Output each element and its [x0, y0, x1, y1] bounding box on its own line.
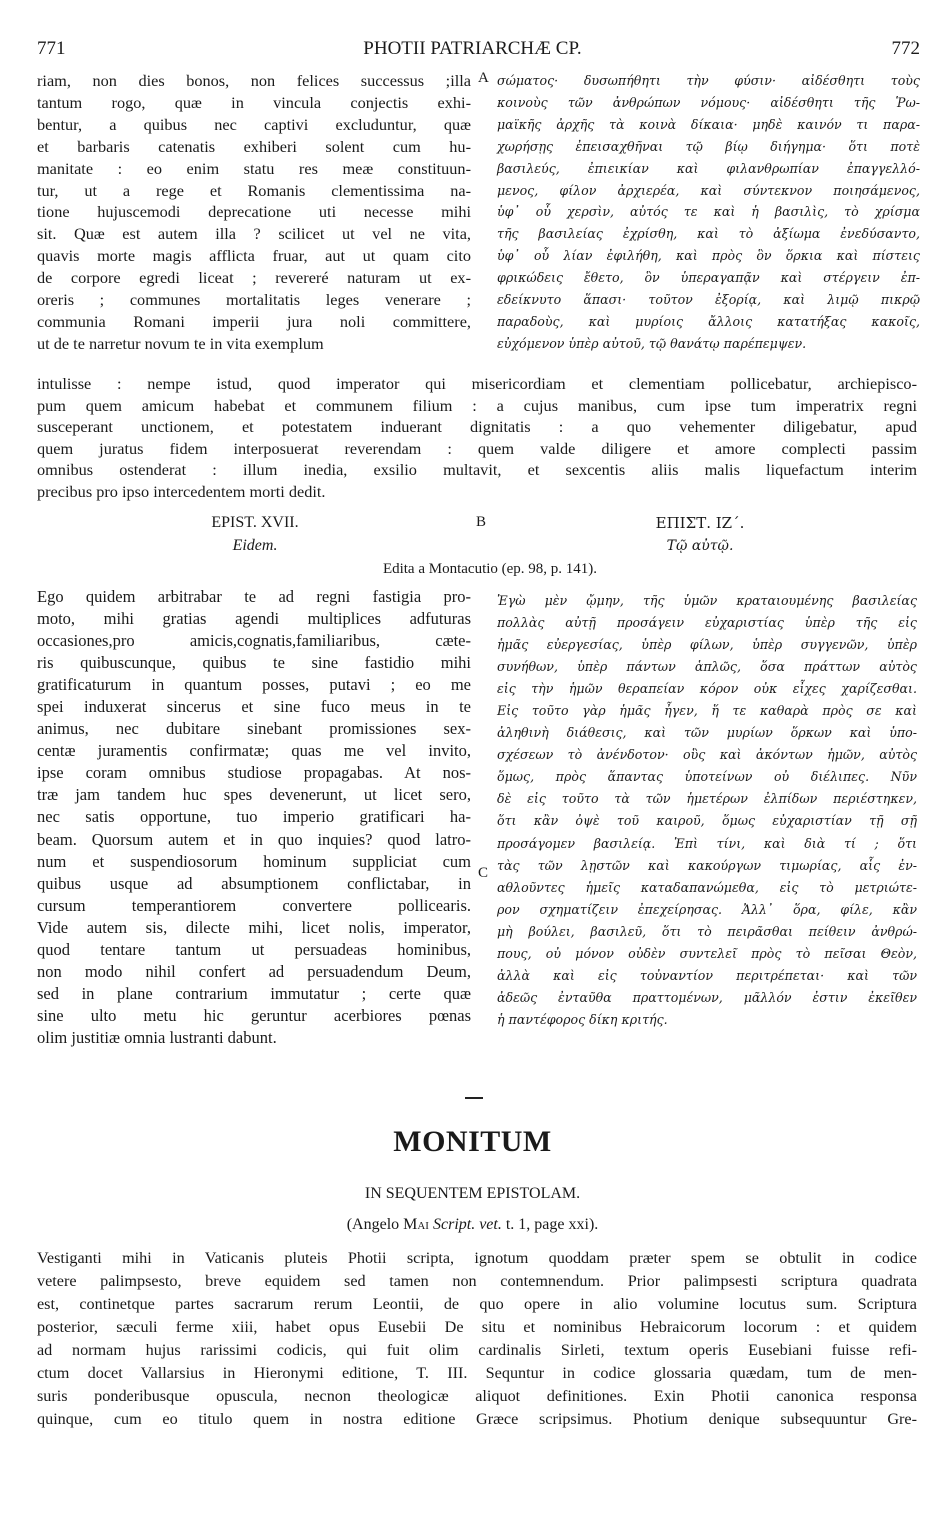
latin-epistle-subtitle: Eidem.: [232, 537, 278, 554]
monitum-subtitle: IN SEQUENTEM EPISTOLAM.: [364, 1185, 581, 1202]
full-width-paragraph: [37, 373, 917, 503]
text-line: tione hujuscemodi deprecatione uti necesse mihi: [37, 202, 471, 222]
greek-epistle-subtitle: Τῷ αὐτῷ.: [666, 538, 734, 554]
text-line: παραδοὺς, καὶ μυρίοις ἄλλοις κατατήξας κακοῖς,: [497, 313, 920, 329]
text-line: πους, οὐ μόνον οὐδὲν συντελεῖ πρὸς τὸ πεῖσαι Θεὸν,: [497, 945, 917, 961]
monitum-paragraph: [37, 1247, 917, 1431]
text-line: tantum rogo, quæ in vincula conjectis exhi-: [37, 92, 471, 112]
text-line: omnibus ostenderat : illum inedia, exsilio multavit, et sexcentis aliis malis liquefactum interim: [37, 460, 917, 480]
text-line: communia Romani imperii jura noli committere,: [37, 311, 471, 331]
text-line: σχέσεων τὸ ἀνένδοτον· οὓς καὶ ἀκόντων ἡμῶν, αὐτὸς: [497, 747, 917, 763]
text-line: beam. Quorsum autem et in quo inquies? quod latro-: [37, 829, 471, 849]
text-line: træ jam tandem huc spes devenerunt, ut licet sero,: [37, 785, 471, 805]
text-line: εδείκνυτο ἅπασι· τοῦτον ἐξορίᾳ, καὶ λιμῷ πικρῷ: [497, 292, 920, 308]
text-line: occasiones,pro amicis,cognatis,familiaribus, cæte-: [37, 631, 471, 651]
text-line: Vide autem sis, dilecte mihi, licet nolis, imperator,: [37, 917, 471, 937]
text-line: κοινοὺς τῶν ἀνθρώπων νόμους· αἰδέσθητι τῆς Ῥω-: [497, 94, 920, 110]
text-line: ris quibuscunque, quibus te sine fastidio mihi: [37, 653, 471, 673]
text-line: quinque, cum eo titulo quem in nostra editione Græce scripsimus. Photium denique subsequuntur Gre-: [37, 1410, 917, 1428]
text-line: gratificaturum in quantum posses, putavi ; eo me: [37, 675, 471, 695]
text-line: quod tentare tantum ut persuadeas hominibus,: [37, 939, 471, 959]
text-line: ἀλλὰ καὶ εἰς τοὐναντίον περιτρέπεται· καὶ τῶν: [497, 967, 917, 983]
greek-column-2: [497, 590, 917, 1031]
text-line: ὅτι κἂν ὀψὲ τοῦ καιροῦ, ὅμως εὐχαριστίαν τῇ σῇ: [497, 813, 917, 829]
text-line: vetere palimpsesto, breve equidem sed tamen non contemnendum. Prior palimpsesti scriptura quadrata: [37, 1272, 917, 1290]
text-line: susceperant unctionem, et potestatem induerant dignitatis : a quo vehementer diligebatur, apud: [37, 417, 917, 437]
text-line: αθλοῦντες ἡμεῖς καταδαπανώμεθα, εἰς τὸ μετριώτε-: [497, 879, 917, 895]
text-line: Vestiganti mihi in Vaticanis pluteis Photii scripta, ignotum quoddam præter spem se obtulit in codice: [37, 1249, 917, 1267]
text-line: προσάγομεν βασιλείᾳ. Ἐπὶ τίνι, καὶ διὰ τί ; ὅτι: [497, 835, 917, 851]
text-line: Ego quidem arbitrabar te ad regni fastigia pro-: [37, 587, 471, 606]
text-line: ὑφ᾽ οὗ λίαν ἐφιλήθη, καὶ πρὸς ὃν ὅρκια καὶ πίστεις: [497, 248, 920, 264]
source-work: Script. vet.: [428, 1216, 502, 1233]
text-line: cursum temperantiorem convertere pollicearis.: [37, 895, 471, 915]
margin-letter-c: C: [478, 865, 489, 881]
text-line: μενος, φίλον ἀρχιερέα, καὶ σύντεκνον ποιησάμενος,: [497, 182, 920, 198]
text-line: sine ulto metu hic geruntur acerbiores pœnas: [37, 1005, 471, 1025]
text-line: manitate : eo enim statu res meæ constituun-: [37, 158, 471, 178]
text-line: spei induxerat sincerus et sine fuco meus in te: [37, 697, 471, 717]
text-line: ad normam hujus rarissimi codicis, qui fuit olim cardinalis Sirleti, textum operis Eusebiani fuisse refi-: [37, 1341, 917, 1359]
text-line: quibus usque ad absumptionem conflictabar, in: [37, 873, 471, 893]
text-line: ut de te narretur novum te in vita exemplum: [37, 333, 324, 353]
text-line: bentur, a quibus nec captivi excluduntur, quæ: [37, 114, 471, 134]
text-line: δὲ εἰς τοῦτο τὰ τῶν ἡμετέρων ἐλπίδων περιέστηκεν,: [497, 791, 917, 807]
page-number-right: 772: [891, 38, 920, 59]
text-line: suris ponderibusque opuscula, necnon theologicæ aliquot definitiones. Exin Photii canonica responsa: [37, 1387, 917, 1405]
text-line: ὅμως, πρὸς ἅπαντας ὑποτείνων οὐ διέλιπες. Νῦν: [497, 769, 917, 785]
text-line: precibus pro ipso intercedentem morti dedit.: [37, 481, 326, 501]
text-line: μὴ βούλει, βασιλεῦ, ὅτι τὸ πειρᾶσθαι πείθειν ἀνθρώ-: [497, 923, 917, 939]
text-line: Ἐγὼ μὲν ᾤμην, τῆς ὑμῶν κραταιουμένης βασιλείας: [497, 593, 917, 608]
text-line: ἀληθινὴ διάθεσις, καὶ τῶν μυρίων ὅρκων καὶ ὑπο-: [497, 725, 917, 741]
text-line: ἀδεῶς ἐνταῦθα πραττομένων, μᾶλλόν ἐστιν ἐκεῖθεν: [497, 989, 917, 1005]
text-line: ctum docet Vallarsius in Hieronymi editione, T. III. Sequntur in codice glossaria quædam, tum de men-: [37, 1364, 917, 1382]
text-line: τὰς τῶν λῃστῶν καὶ κακούργων τιμωρίας, αἷς ἐν-: [497, 857, 917, 873]
text-line: πολλὰς αὐτῇ προσάγειν εὐχαριστίας ὑπὲρ τῆς εἰς: [497, 615, 917, 631]
text-line: σώματος· δυσωπήθητι τὴν φύσιν· αἰδέσθητι τοὺς: [497, 73, 920, 88]
text-line: num et suspendiosorum hominum suppliciat cum: [37, 851, 471, 871]
edition-note: Edita a Montacutio (ep. 98, p. 141).: [382, 561, 598, 577]
page-number-left: 771: [37, 38, 66, 59]
text-line: pum quem amicum habebat et communem filium : a cujus manibus, cum ipse tum imperatrix regni: [37, 395, 917, 415]
text-line: βασιλεύς, ἐπιεικίαν καὶ φιλανθρωπίαν ἐπαγγελλό-: [497, 160, 920, 176]
text-line: ρον σχηματίζειν ἐπεχείρησας. Ἀλλ᾽ ὅρα, φίλε, κἂν: [497, 901, 917, 917]
text-line: εὐχόμενον ὑπὲρ αὐτοῦ, τῷ θανάτῳ παρέπεμψεν.: [497, 335, 807, 351]
text-line: φρικώδεις ἔθετο, ὃν ὑπεραγαπᾷν καὶ στέργειν ἐπ-: [497, 270, 920, 286]
text-line: posterior, sæculi ferme xiii, habet opus Eusebii De situ et nominibus Hebraicorum locorum : et quidem: [37, 1318, 917, 1336]
text-line: de corpore egredi liceat ; revereré naturam ut ex-: [37, 268, 471, 288]
greek-column-1: [497, 70, 920, 355]
text-line: ipse coram omnibus studiose propagabas. At nos-: [37, 763, 471, 783]
section-divider: [465, 1097, 483, 1099]
text-line: et barbaris catenatis exhiberi solent cum hu-: [37, 136, 471, 156]
text-line: riam, non dies bonos, non felices successus ;illa: [37, 71, 471, 90]
margin-letter-a: A: [478, 70, 489, 86]
text-line: Εἰς τοῦτο γὰρ ἡμᾶς ἦγεν, ἥ τε καθαρὰ πρὸς σε καὶ: [497, 703, 917, 719]
text-line: ὑφ᾽ οὗ χερσὶν, αὐτός τε καὶ ἡ βασιλὶς, τὸ χρίσμα: [497, 204, 920, 220]
text-line: non modo nihil confert ad persuadendum Deum,: [37, 961, 471, 981]
greek-epistle-title: ΕΠΙΣΤ. ΙΖ΄.: [655, 514, 745, 532]
margin-letter-b: B: [476, 514, 487, 530]
text-line: εἰς τὴν ἡμῶν θεραπείαν κόρον οὐκ εἶχες χαρίζεσθαι.: [497, 681, 917, 697]
text-line: animus, nec dubitare sinebant promissiones sex-: [37, 719, 471, 739]
text-line: ἡ παντέφορος δίκη κριτής.: [497, 1011, 668, 1027]
text-line: intulisse : nempe istud, quod imperator qui misericordiam et clementiam pollicebatur, archiepisco-: [37, 374, 917, 393]
text-line: sed in plane contrarium immutatur ; certe quæ: [37, 983, 471, 1003]
monitum-source: [0, 1216, 945, 1234]
text-line: nec satis opportune, tuo imperio gratificari ha-: [37, 807, 471, 827]
text-line: oreris ; communes mortalitatis leges venerare ;: [37, 290, 471, 310]
source-author: Mai: [403, 1216, 429, 1233]
source-prefix: (Angelo: [346, 1216, 404, 1233]
text-line: τῆς βασιλείας ἐχρίσθη, καὶ τὸ ἀξίωμα ἐνεδύσαντο,: [497, 226, 920, 242]
source-suffix: t. 1, page xxi).: [501, 1216, 599, 1233]
text-line: χωρήσῃς ἐπεισαχθῆναι τῷ βίῳ διήγημα· ὅτι ποτὲ: [497, 138, 920, 154]
text-line: est, continetque partes sacrarum rerum Leontii, de quo opere in alio volumine locutus sum. Scriptura: [37, 1295, 917, 1313]
text-line: συνήθων, ὑπὲρ πάντων ἁπλῶς, ὅσα πράττων αὐτὸς: [497, 659, 917, 675]
text-line: olim justitiæ omnia lustranti dabunt.: [37, 1027, 277, 1047]
latin-column-1: [37, 70, 471, 355]
text-line: tur, ut a rege et Romanis clementissima na-: [37, 180, 471, 200]
text-line: μαϊκῆς ἀρχῆς τὰ κοινὰ δίκαια· μηδὲ καινόν τι παρα-: [497, 116, 920, 132]
text-line: moto, mihi gratias agendi multiplices adfuturas: [37, 609, 471, 629]
text-line: quem juratus fidem interposuerat reverendam : quem valde diligere et amore complecti passim: [37, 438, 917, 458]
running-title: PHOTII PATRIARCHÆ CP.: [363, 38, 582, 59]
monitum-title: MONITUM: [393, 1125, 552, 1158]
latin-column-2: [37, 586, 471, 1049]
text-line: centæ juramentis confirmatæ; quas me vel invito,: [37, 741, 471, 761]
text-line: quavis morte magis afflicta fruar, aut ut quam cito: [37, 246, 471, 266]
text-line: sit. Quæ est autem illa ? scilicet ut vel ne vita,: [37, 224, 471, 244]
text-line: ἡμᾶς εὐεργεσίας, ὑπὲρ φίλων, ὑπὲρ συγγενῶν, ὑπὲρ: [497, 637, 917, 653]
latin-epistle-title: EPIST. XVII.: [211, 514, 299, 531]
